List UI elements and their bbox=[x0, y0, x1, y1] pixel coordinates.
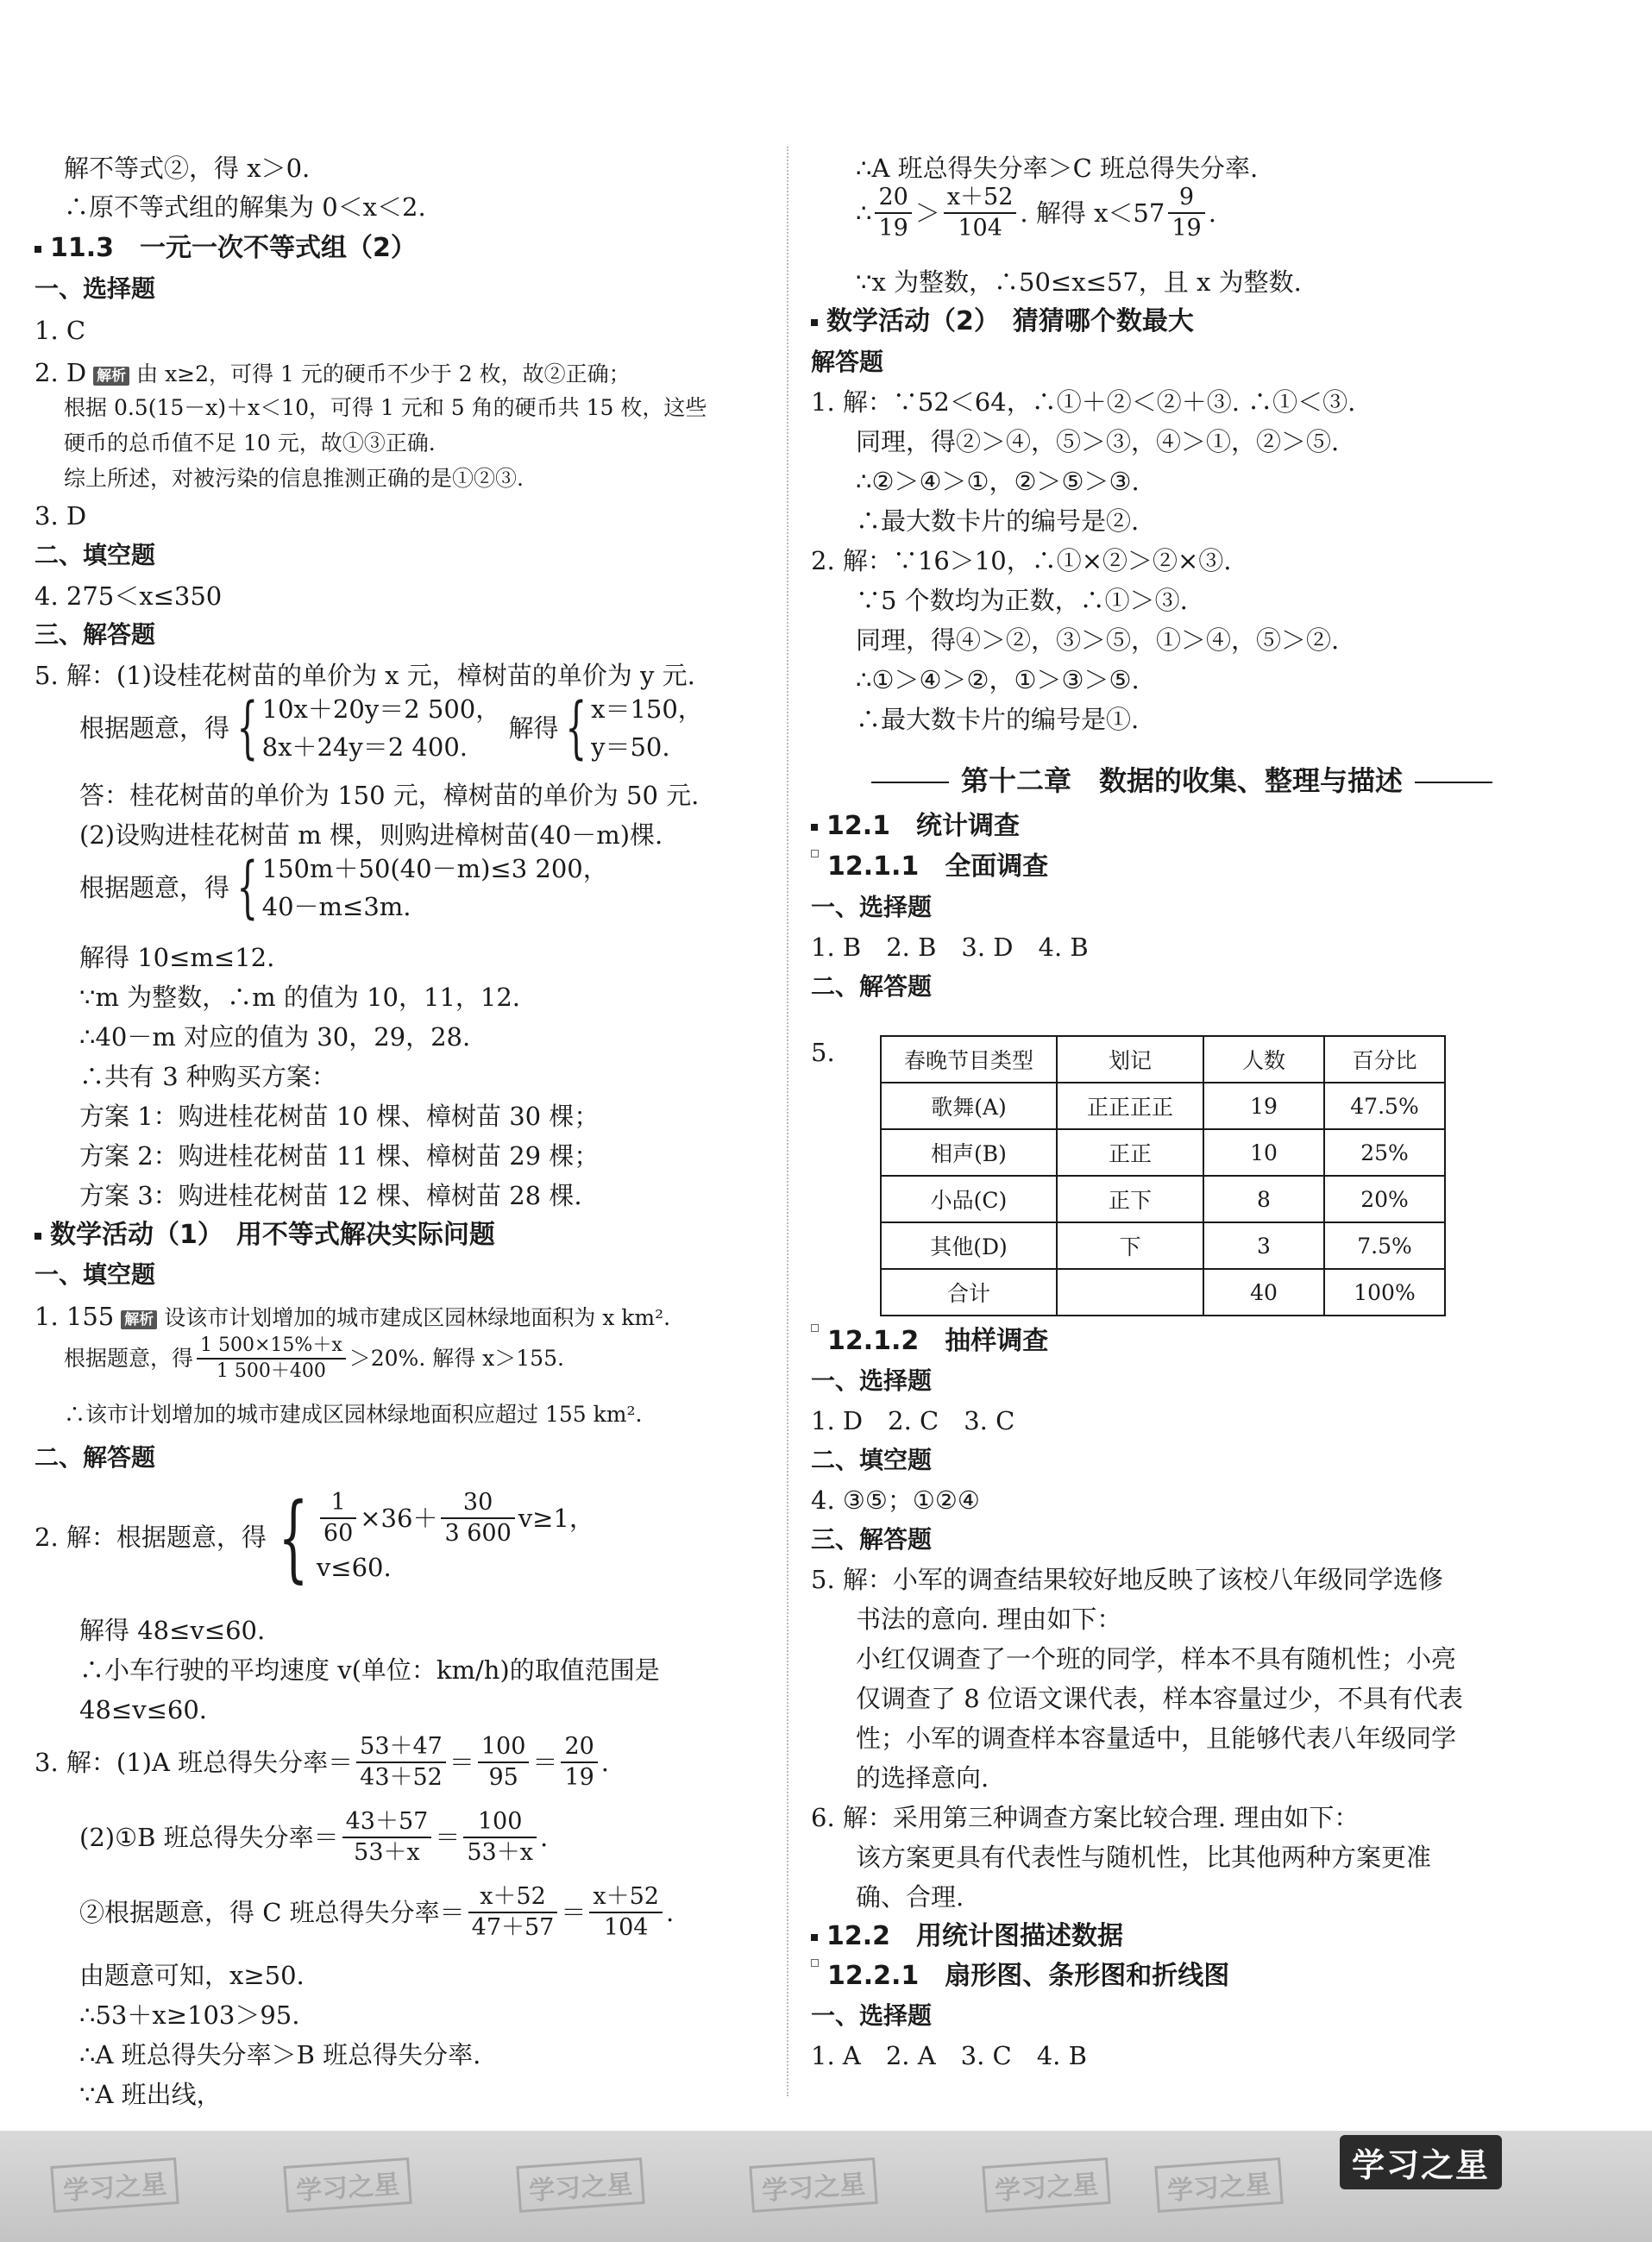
eq: v≤60. bbox=[316, 1553, 392, 1582]
answer-line bbox=[35, 1299, 670, 1335]
chapter-title bbox=[811, 759, 1553, 799]
text: ②根据题意，得 C 班总得失分率＝ bbox=[79, 1898, 465, 1927]
text: . 解得 x＜57 bbox=[1020, 198, 1165, 228]
table-cell: 19 bbox=[1203, 1083, 1324, 1129]
eq: 10x＋20y＝2 500， bbox=[261, 694, 501, 724]
table-cell: 3 bbox=[1203, 1222, 1324, 1269]
system bbox=[262, 850, 608, 926]
text-line: ∵x 为整数，∴50≤x≤57，且 x 为整数. bbox=[856, 267, 1302, 297]
text-line: 答：桂花树苗的单价为 150 元，樟树苗的单价为 50 元. bbox=[79, 781, 700, 810]
text-line: 解得 10≤m≤12. bbox=[79, 943, 275, 972]
eq: 150m＋50(40－m)≤3 200， bbox=[261, 854, 608, 883]
category-heading: 一、填空题 bbox=[35, 1260, 156, 1289]
numerator: 100 bbox=[463, 1807, 537, 1838]
table-cell: 47.5% bbox=[1324, 1083, 1445, 1129]
text-line: 性；小军的调查样本容量适中，且能够代表八年级同学 bbox=[856, 1724, 1457, 1753]
answer-line: 5. 解：小军的调查结果较好地反映了该校八年级同学选修 bbox=[811, 1565, 1443, 1594]
section-heading-11-3: 11.3 一元一次不等式组（2） bbox=[35, 231, 417, 266]
answer-number: 2. D bbox=[35, 358, 87, 387]
table-cell: 7.5% bbox=[1324, 1222, 1445, 1269]
text-line: ∴共有 3 种购买方案： bbox=[79, 1062, 336, 1091]
watermark-logo-icon: 学习之星 bbox=[749, 2157, 877, 2213]
answer-line: 6. 解：采用第三种调查方案比较合理. 理由如下： bbox=[811, 1803, 1360, 1832]
fraction-line bbox=[35, 1334, 564, 1384]
text-line: 由题意可知，x≥50. bbox=[79, 1961, 305, 1990]
text-line: ∴最大数卡片的编号是①. bbox=[856, 705, 1140, 734]
text-line: ∵m 为整数，∴m 的值为 10，11，12. bbox=[79, 983, 521, 1012]
answer-line: 3. D bbox=[35, 501, 87, 531]
table-cell: 歌舞(A) bbox=[881, 1083, 1057, 1129]
numerator: 20 bbox=[561, 1732, 597, 1763]
text-line: 的选择意向. bbox=[856, 1763, 989, 1793]
brace-icon: { bbox=[236, 689, 259, 767]
fraction bbox=[441, 1488, 514, 1548]
text-line: 小红仅调查了一个班的同学，样本不具有随机性；小亮 bbox=[856, 1644, 1457, 1674]
fraction bbox=[468, 1882, 558, 1943]
table-cell: 10 bbox=[1203, 1129, 1324, 1176]
table-row bbox=[881, 1222, 1445, 1269]
text-line: ∴原不等式组的解集为 0＜x＜2. bbox=[64, 192, 426, 222]
equals: ＝ bbox=[561, 1898, 587, 1927]
fraction-line: ②根据题意，得 C 班总得失分率＝ $\frac{x+52}{47+57}$ ＝ $\frac{x+52}{104}$ . bbox=[79, 1883, 675, 1941]
table-header-row bbox=[881, 1036, 1445, 1083]
analysis-tag: 解析 bbox=[121, 1310, 157, 1329]
text-line: 同理，得②＞④，⑤＞③，④＞①，②＞⑤. bbox=[856, 427, 1340, 456]
category-heading: 三、解答题 bbox=[811, 1525, 933, 1554]
text-line: ∴最大数卡片的编号是②. bbox=[856, 506, 1140, 536]
denominator: 47＋57 bbox=[471, 1914, 555, 1941]
numerator: 1 bbox=[320, 1488, 356, 1519]
table-row bbox=[881, 1083, 1445, 1129]
text-line: 仅调查了 8 位语文课代表，样本容量过少，不具有代表 bbox=[856, 1684, 1463, 1713]
table-cell: 8 bbox=[1203, 1176, 1324, 1222]
text-line: ∴40－m 对应的值为 30，29，28. bbox=[79, 1022, 471, 1052]
category-heading: 一、选择题 bbox=[811, 2001, 933, 2030]
denominator: 19 bbox=[1171, 215, 1202, 242]
equals: ＝ bbox=[532, 1748, 558, 1777]
text-line: ∵5 个数均为正数，∴①＞③. bbox=[856, 586, 1188, 615]
denominator: 104 bbox=[603, 1914, 649, 1941]
numerator: 9 bbox=[1168, 183, 1204, 214]
text: 根据题意，得 bbox=[79, 873, 230, 902]
text-line: 解不等式②，得 x＞0. bbox=[64, 154, 311, 183]
subsection-heading-12-1-1: 12.1.1 全面调查 bbox=[811, 850, 1048, 884]
text: 3. 解：(1)A 班总得失分率＝ bbox=[35, 1748, 354, 1777]
equals: ＝ bbox=[435, 1823, 461, 1852]
numerator: 43＋57 bbox=[342, 1807, 432, 1838]
system bbox=[591, 690, 703, 766]
table-cell: 小品(C) bbox=[881, 1176, 1057, 1222]
fraction bbox=[944, 183, 1017, 243]
analysis-text: 由 x≥2，可得 1 元的硬币不少于 2 枚，故②正确； bbox=[136, 361, 631, 386]
fraction bbox=[478, 1732, 530, 1793]
eq: x＝150， bbox=[591, 694, 703, 724]
section-heading-activity-2: 数学活动（2） 猜猜哪个数最大 bbox=[811, 305, 1194, 339]
table-cell: 相声(B) bbox=[881, 1129, 1057, 1176]
table-header: 划记 bbox=[1057, 1036, 1203, 1083]
fraction bbox=[1168, 183, 1204, 243]
text-line: 确、合理. bbox=[856, 1882, 964, 1912]
answer-number: 1. 155 bbox=[35, 1302, 115, 1331]
denominator: 19 bbox=[564, 1764, 594, 1791]
text-line: 解得 48≤v≤60. bbox=[79, 1616, 266, 1645]
fraction bbox=[320, 1488, 356, 1548]
dash bbox=[1415, 782, 1492, 783]
numerator: 30 bbox=[441, 1488, 514, 1519]
category-heading: 三、解答题 bbox=[35, 620, 156, 649]
eq-row bbox=[317, 1488, 594, 1548]
table-row bbox=[881, 1269, 1445, 1316]
text-line: ∴②＞④＞①，②＞⑤＞③. bbox=[856, 467, 1140, 496]
table-cell: 40 bbox=[1203, 1269, 1324, 1316]
watermark-logo-icon: 学习之星 bbox=[283, 2157, 411, 2213]
fraction bbox=[342, 1807, 432, 1868]
denominator: 19 bbox=[878, 215, 908, 242]
eq: y＝50. bbox=[591, 732, 670, 762]
section-heading-12-1: 12.1 统计调查 bbox=[811, 809, 1020, 844]
numerator: 1 500×15%＋x bbox=[197, 1334, 346, 1360]
answer-line bbox=[35, 355, 631, 392]
fraction bbox=[356, 1732, 446, 1793]
answer-line: 1. A 2. A 3. C 4. B bbox=[811, 2041, 1087, 2070]
category-heading: 二、解答题 bbox=[35, 1443, 156, 1472]
denominator: 53＋x bbox=[467, 1839, 533, 1866]
system bbox=[317, 1488, 594, 1586]
text-line: ∴小车行驶的平均速度 v(单位：km/h)的取值范围是 bbox=[79, 1655, 660, 1685]
tally-table bbox=[880, 1035, 1446, 1316]
equals: ＝ bbox=[449, 1748, 474, 1777]
equation-system bbox=[35, 1482, 594, 1592]
numerator: x＋52 bbox=[944, 183, 1017, 214]
answer-line: 1. C bbox=[35, 316, 86, 345]
text: ＞ bbox=[914, 198, 940, 228]
section-heading-12-2: 12.2 用统计图描述数据 bbox=[811, 1919, 1123, 1954]
text-line: ∴A 班总得失分率＞B 班总得失分率. bbox=[79, 2040, 481, 2069]
category-heading: 一、选择题 bbox=[35, 274, 156, 303]
table-cell: 25% bbox=[1324, 1129, 1445, 1176]
text: ∴ bbox=[856, 198, 872, 228]
text-line: 方案 2：购进桂花树苗 11 棵、樟树苗 29 棵； bbox=[79, 1141, 600, 1171]
table-cell: 合计 bbox=[881, 1269, 1057, 1316]
text: 根据题意，得 bbox=[79, 713, 230, 743]
watermark-logo-icon: 学习之星 bbox=[516, 2157, 644, 2213]
text-line: ∴该市计划增加的城市建成区园林绿地面积应超过 155 km². bbox=[64, 1402, 643, 1427]
text-line: 该方案更具有代表性与随机性，比其他两种方案更准 bbox=[856, 1843, 1432, 1872]
section-heading-activity-1: 数学活动（1） 用不等式解决实际问题 bbox=[35, 1218, 495, 1253]
fraction bbox=[875, 183, 911, 243]
answer-line: 1. 解：∵52＜64，∴①＋②＜②＋③. ∴①＜③. bbox=[811, 387, 1356, 417]
answer-line: 1. B 2. B 3. D 4. B bbox=[811, 933, 1089, 962]
category-heading: 二、解答题 bbox=[811, 972, 933, 1001]
fraction-line: ∴ $\frac{20}{19}$ ＞ $\frac{x+52}{104}$ . 解得 x＜57 $\frac{9}{19}$ . bbox=[856, 184, 1216, 242]
equation-system bbox=[35, 690, 703, 766]
denominator: 43＋52 bbox=[360, 1764, 443, 1791]
answer-line: 4. 275＜x≤350 bbox=[35, 581, 223, 611]
category-heading: 二、填空题 bbox=[811, 1446, 933, 1474]
table-cell: 正正正正 bbox=[1057, 1083, 1203, 1129]
brace-icon: { bbox=[278, 1482, 309, 1592]
column-divider bbox=[787, 147, 788, 2096]
text-line: ∴①＞④＞②，①＞③＞⑤. bbox=[856, 665, 1140, 694]
numerator: x＋52 bbox=[589, 1882, 663, 1913]
eq: 8x＋24y＝2 400. bbox=[261, 732, 468, 762]
table-row bbox=[881, 1176, 1445, 1222]
table-row bbox=[881, 1129, 1445, 1176]
table-header: 百分比 bbox=[1324, 1036, 1445, 1083]
fraction bbox=[561, 1732, 597, 1793]
denominator: 3 600 bbox=[444, 1520, 512, 1547]
table-cell: 100% bbox=[1324, 1269, 1445, 1316]
table-header: 春晚节目类型 bbox=[881, 1036, 1057, 1083]
text-line: 方案 1：购进桂花树苗 10 棵、樟树苗 30 棵； bbox=[79, 1102, 600, 1131]
analysis-tag: 解析 bbox=[93, 367, 129, 386]
denominator: 60 bbox=[323, 1520, 354, 1547]
table-cell: 正正 bbox=[1057, 1129, 1203, 1176]
text: 根据题意，得 bbox=[64, 1346, 194, 1371]
text-line: 根据 0.5(15－x)＋x＜10，可得 1 元和 5 角的硬币共 15 枚，这些 bbox=[64, 395, 707, 420]
text-line: 48≤v≤60. bbox=[79, 1695, 208, 1724]
watermark-logo-icon: 学习之星 bbox=[50, 2157, 179, 2213]
watermark-logo-icon: 学习之星 bbox=[1154, 2157, 1283, 2213]
denominator: 53＋x bbox=[354, 1839, 420, 1866]
answer-line: 5. 解：(1)设桂花树苗的单价为 x 元，樟树苗的单价为 y 元. bbox=[35, 661, 695, 690]
brand-logo: 学习之星 bbox=[1340, 2135, 1502, 2189]
denominator: 104 bbox=[958, 215, 1002, 242]
category-heading: 二、填空题 bbox=[35, 541, 156, 569]
text-line: 综上所述，对被污染的信息推测正确的是①②③. bbox=[64, 466, 524, 491]
numerator: 100 bbox=[478, 1732, 530, 1763]
analysis-text: 设该市计划增加的城市建成区园林绿地面积为 x km². bbox=[164, 1305, 671, 1330]
fraction bbox=[197, 1334, 346, 1384]
category-heading: 解答题 bbox=[811, 348, 884, 376]
text-line: 方案 3：购进桂花树苗 12 棵、樟树苗 28 棵. bbox=[79, 1181, 582, 1210]
inequality-system bbox=[35, 850, 608, 926]
answer-line: 4. ③⑤；①②④ bbox=[811, 1485, 980, 1515]
text: ×36＋ bbox=[360, 1504, 438, 1533]
fraction bbox=[589, 1882, 663, 1943]
table-cell bbox=[1057, 1269, 1203, 1316]
table-cell: 下 bbox=[1057, 1222, 1203, 1269]
text-line: 硬币的总币值不足 10 元，故①③正确. bbox=[64, 430, 436, 455]
answer-line: 1. D 2. C 3. C bbox=[811, 1406, 1015, 1435]
subsection-heading-12-1-2: 12.1.2 抽样调查 bbox=[811, 1324, 1048, 1359]
table-cell: 正下 bbox=[1057, 1176, 1203, 1222]
chapter-text: 第十二章 数据的收集、整理与描述 bbox=[960, 764, 1403, 797]
text: ＞20%. 解得 x＞155. bbox=[349, 1346, 564, 1371]
text-line: (2)设购进桂花树苗 m 棵，则购进樟树苗(40－m)棵. bbox=[79, 820, 663, 850]
subsection-heading-12-2-1: 12.2.1 扇形图、条形图和折线图 bbox=[811, 1959, 1229, 1994]
category-heading: 一、选择题 bbox=[811, 1366, 933, 1395]
table-cell: 其他(D) bbox=[881, 1222, 1057, 1269]
table-header: 人数 bbox=[1203, 1036, 1324, 1083]
text-line: 书法的意向. 理由如下： bbox=[856, 1605, 1122, 1634]
text: 2. 解：根据题意，得 bbox=[35, 1523, 267, 1552]
brace-icon: { bbox=[565, 689, 587, 767]
numerator: 20 bbox=[875, 183, 911, 214]
brace-icon: { bbox=[236, 849, 259, 926]
numerator: 53＋47 bbox=[356, 1732, 446, 1763]
answer-line: 5. bbox=[811, 1038, 835, 1067]
text-line: ∴53＋x≥103＞95. bbox=[79, 2000, 300, 2030]
fraction-line: (2)①B 班总得失分率＝ $\frac{43+57}{53+x}$ ＝ $\frac{100}{53+x}$ . bbox=[79, 1808, 549, 1866]
text: (2)①B 班总得失分率＝ bbox=[79, 1823, 339, 1852]
denominator: 95 bbox=[488, 1764, 518, 1791]
category-heading: 一、选择题 bbox=[811, 893, 933, 921]
answer-line: 2. 解：∵16＞10，∴①×②＞②×③. bbox=[811, 546, 1232, 575]
text-line: ∴A 班总得失分率＞C 班总得失分率. bbox=[856, 154, 1259, 183]
numerator: x＋52 bbox=[468, 1882, 558, 1913]
fraction bbox=[463, 1807, 537, 1868]
text-line: ∵A 班出线， bbox=[79, 2080, 222, 2109]
table-cell: 20% bbox=[1324, 1176, 1445, 1222]
text: 解得 bbox=[508, 713, 559, 743]
denominator: 1 500＋400 bbox=[216, 1360, 326, 1382]
system bbox=[262, 690, 501, 766]
dash bbox=[871, 782, 949, 783]
fraction-line: 3. 解：(1)A 班总得失分率＝ $\frac{53+47}{43+52}$ ＝ $\frac{100}{95}$ ＝ $\frac{20}{19}$ . bbox=[35, 1733, 610, 1791]
text: v≥1， bbox=[518, 1504, 594, 1533]
watermark-logo-icon: 学习之星 bbox=[982, 2157, 1110, 2213]
eq: 40－m≤3m. bbox=[261, 892, 411, 921]
text-line: 同理，得④＞②，③＞⑤，①＞④，⑤＞②. bbox=[856, 625, 1340, 655]
